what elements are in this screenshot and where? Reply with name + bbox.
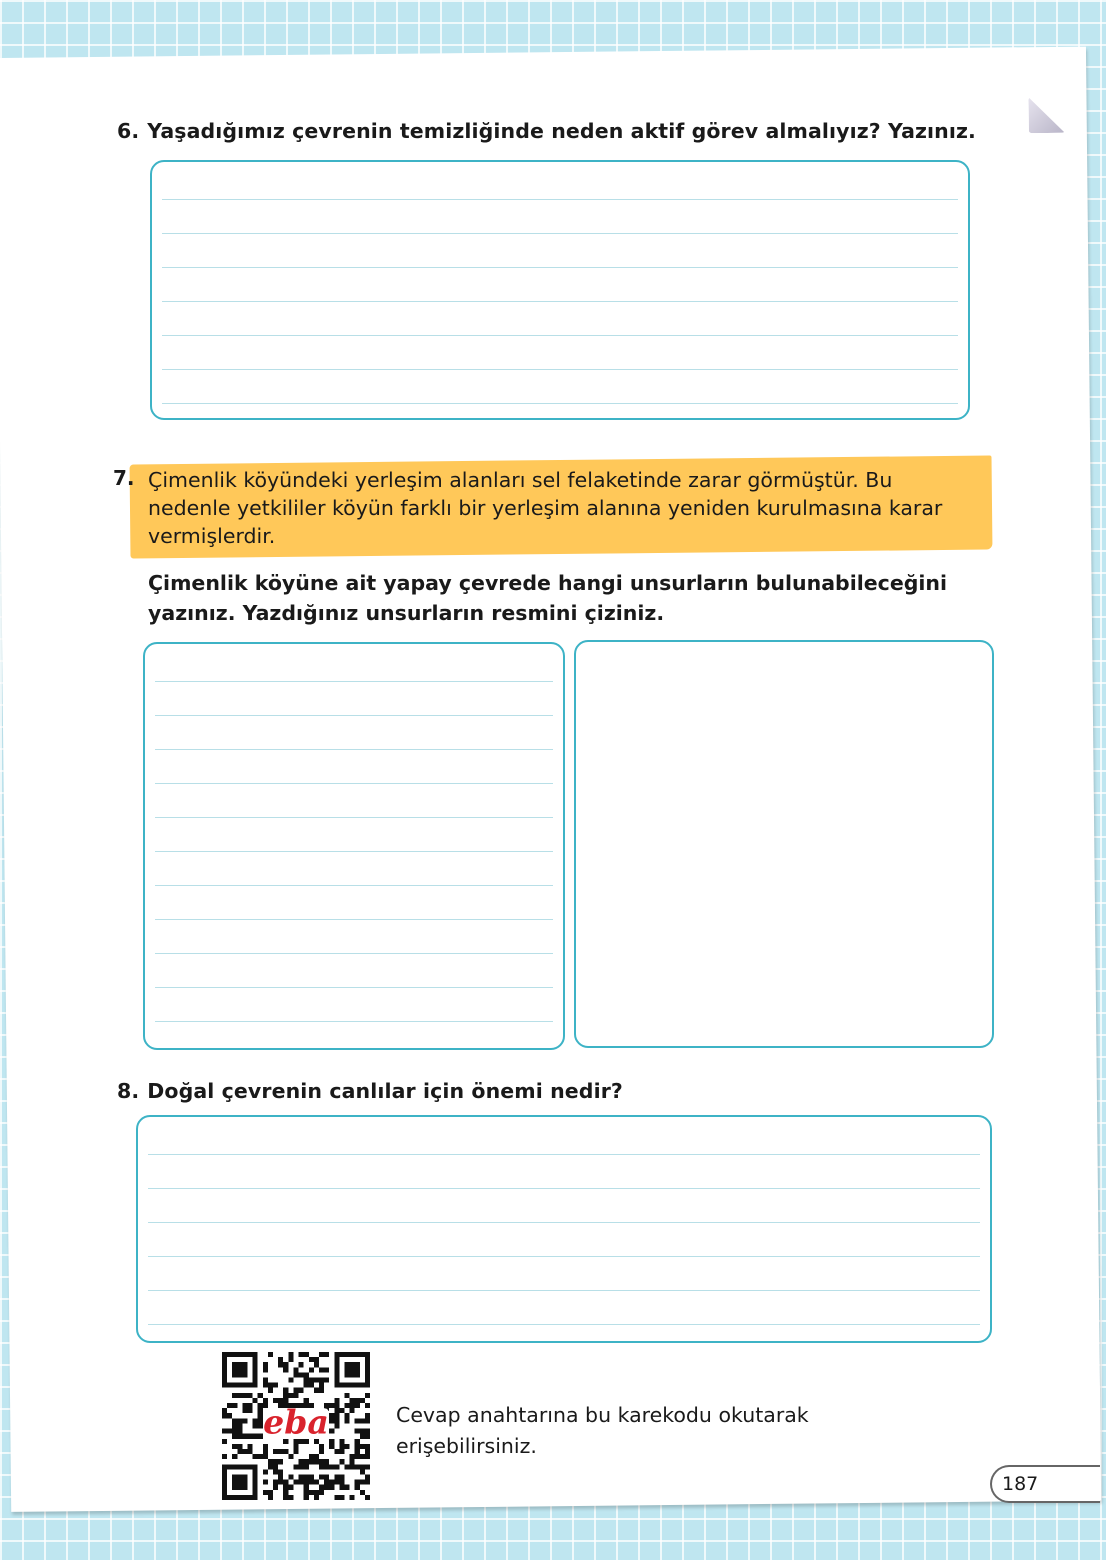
page-number: 187	[1002, 1473, 1039, 1495]
drawing-box-7[interactable]	[574, 640, 994, 1048]
question-8	[117, 1076, 623, 1106]
question-6	[117, 116, 976, 146]
question-7-prompt: Çimenlik köyüne ait yapay çevrede hangi unsurların bulunabileceğini yazınız. Yazdığınız unsurların resmini çiziniz.	[148, 571, 948, 625]
answer-lines-7	[155, 648, 553, 1040]
page-number-tab	[990, 1465, 1100, 1503]
question-8-text: Doğal çevrenin canlılar için önemi nedir?	[147, 1079, 623, 1103]
qr-caption: Cevap anahtarına bu karekodu okutarak erişebilirsiniz.	[396, 1403, 809, 1458]
eba-logo: eba	[263, 1402, 329, 1442]
qr-code[interactable]	[222, 1352, 370, 1500]
question-7-scenario: Çimenlik köyündeki yerleşim alanları sel felaketinde zarar görmüştür. Bu nedenle yetkililer köyün farklı bir yerleşim alanına yeniden kurulmasına karar vermişlerdir.	[148, 468, 943, 548]
question-6-number: 6.	[117, 119, 140, 143]
question-6-text: Yaşadığımız çevrenin temizliğinde neden aktif görev almalıyız? Yazınız.	[147, 119, 976, 143]
answer-lines-6	[162, 166, 958, 410]
answer-box-7-write[interactable]	[143, 642, 565, 1050]
answer-box-8[interactable]	[136, 1115, 992, 1343]
question-7-number: 7.	[113, 466, 135, 490]
answer-box-6[interactable]	[150, 160, 970, 420]
page-corner-fold	[1028, 97, 1064, 133]
question-8-number: 8.	[117, 1079, 140, 1103]
answer-lines-8	[148, 1121, 980, 1333]
